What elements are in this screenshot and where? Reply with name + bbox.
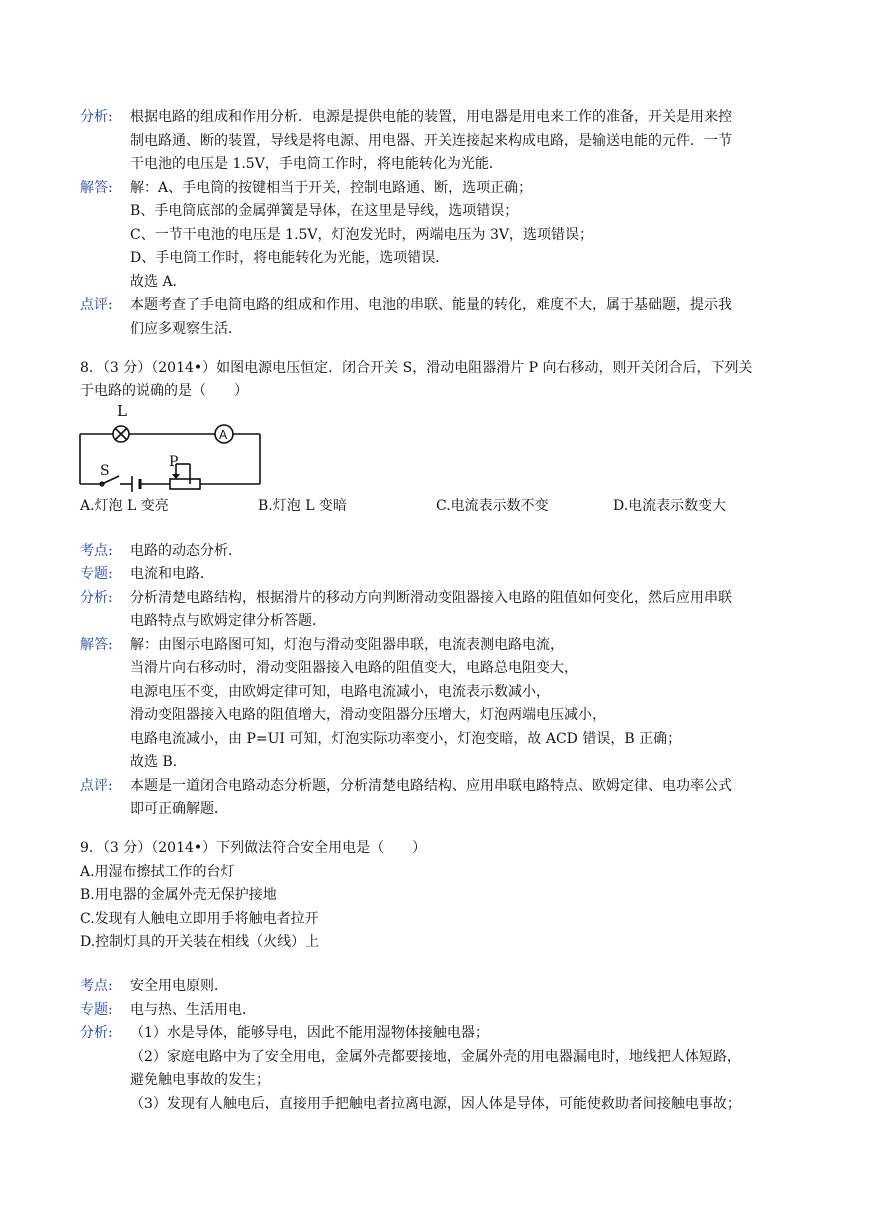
- answer-line: 电源电压不变，由欧姆定律可知，电路电流减小，电流表示数减小，: [130, 684, 550, 700]
- option-d: D.控制灯具的开关装在相线（火线）上: [80, 934, 320, 950]
- answer-line: 当滑片向右移动时，滑动变阻器接入电路的阻值变大，电路总电阻变大，: [130, 660, 578, 676]
- comment-line: 本题是一道闭合电路动态分析题，分析清楚电路结构、应用串联电路特点、欧姆定律、电功率公式: [130, 778, 732, 794]
- switch-label: S: [100, 463, 110, 479]
- answer-line: 解：由图示电路图可知，灯泡与滑动变阻器串联，电流表测电路电流，: [130, 637, 564, 653]
- answer-label: 解答:: [80, 637, 113, 653]
- question-stem: 9．（3 分）（2014•）下列做法符合安全用电是（ ）: [80, 840, 427, 856]
- option-c: C.电流表示数不变: [436, 498, 549, 514]
- answer-line: 电路电流减小，由 P=UI 可知，灯泡实际功率变小，灯泡变暗，故 ACD 错误，B 正确；: [130, 731, 682, 747]
- analysis-line: （2）家庭电路中为了安全用电，金属外壳都要接地，金属外壳的用电器漏电时，地线把人体短路，: [130, 1049, 741, 1065]
- analysis-label: 分析:: [80, 590, 113, 606]
- analysis-line: 分析清楚电路结构，根据滑片的移动方向判断滑动变阻器接入电路的阻值如何变化，然后应用串联: [130, 590, 732, 606]
- ammeter-label: A: [219, 428, 228, 442]
- option-a: A.灯泡 L 变亮: [80, 498, 169, 514]
- question-stem: 于电路的说确的是（ ）: [80, 383, 248, 399]
- answer-line: D、手电筒工作时，将电能转化为光能，选项错误．: [130, 250, 450, 266]
- zhuanti-label: 专题:: [80, 1002, 113, 1018]
- kaodian-label: 考点:: [80, 978, 113, 994]
- lamp-label: L: [117, 402, 127, 420]
- analysis-label: 分析:: [80, 109, 113, 125]
- analysis-line: （3）发现有人触电后，直接用手把触电者拉离电源，因人体是导体，可能使救助者间接触电事故；: [130, 1096, 741, 1112]
- zhuanti-text: 电与热、生活用电．: [130, 1002, 256, 1018]
- comment-label: 点评:: [80, 778, 113, 794]
- analysis-label: 分析:: [80, 1025, 113, 1041]
- option-b: B.用电器的金属外壳无保护接地: [80, 887, 277, 903]
- analysis-line: 电路特点与欧姆定律分析答题．: [130, 613, 326, 629]
- analysis-line: 干电池的电压是 1.5V，手电筒工作时，将电能转化为光能．: [130, 156, 503, 172]
- answer-line: B、手电筒底部的金属弹簧是导体，在这里是导线，选项错误；: [130, 203, 519, 219]
- answer-line: 故选 A．: [130, 274, 187, 290]
- option-d: D.电流表示数变大: [613, 498, 727, 514]
- answer-line: 解：A、手电筒的按键相当于开关，控制电路通、断，选项正确；: [130, 180, 533, 196]
- kaodian-label: 考点:: [80, 543, 113, 559]
- zhuanti-label: 专题:: [80, 566, 113, 582]
- comment-line: 们应多观察生活．: [130, 321, 242, 337]
- answer-line: 故选 B．: [130, 754, 187, 770]
- comment-line: 即可正确解题．: [130, 801, 228, 817]
- kaodian-text: 安全用电原则．: [130, 978, 228, 994]
- option-c: C.发现有人触电立即用手将触电者拉开: [80, 911, 319, 927]
- comment-line: 本题考查了手电筒电路的组成和作用、电池的串联、能量的转化，难度不大，属于基础题，提示我: [130, 297, 732, 313]
- answer-line: 滑动变阻器接入电路的阻值增大，滑动变阻器分压增大，灯泡两端电压减小，: [130, 707, 606, 723]
- circuit-diagram: [78, 402, 268, 494]
- answer-label: 解答:: [80, 180, 113, 196]
- analysis-line: 制电路通、断的装置，导线是将电源、用电器、开关连接起来构成电路，是输送电能的元件．一节: [130, 133, 732, 149]
- slider-label: P: [169, 454, 179, 470]
- zhuanti-text: 电流和电路．: [130, 566, 214, 582]
- answer-line: C、一节干电池的电压是 1.5V，灯泡发光时，两端电压为 3V，选项错误；: [130, 227, 594, 243]
- rheostat-symbol: [170, 479, 200, 489]
- option-a: A.用湿布擦拭工作的台灯: [80, 864, 235, 880]
- comment-label: 点评:: [80, 297, 113, 313]
- kaodian-text: 电路的动态分析．: [130, 543, 242, 559]
- analysis-line: 根据电路的组成和作用分析．电源是提供电能的装置，用电器是用电来工作的准备，开关是用来控: [130, 109, 732, 125]
- analysis-line: （1）水是导体，能够导电，因此不能用湿物体接触电器；: [130, 1025, 489, 1041]
- option-b: B.灯泡 L 变暗: [258, 498, 347, 514]
- question-stem: 8．（3 分）（2014•）如图电源电压恒定．闭合开关 S，滑动电阻器滑片 P 向右移动，则开关闭合后，下列关: [80, 360, 753, 376]
- analysis-line: 避免触电事故的发生；: [130, 1072, 270, 1088]
